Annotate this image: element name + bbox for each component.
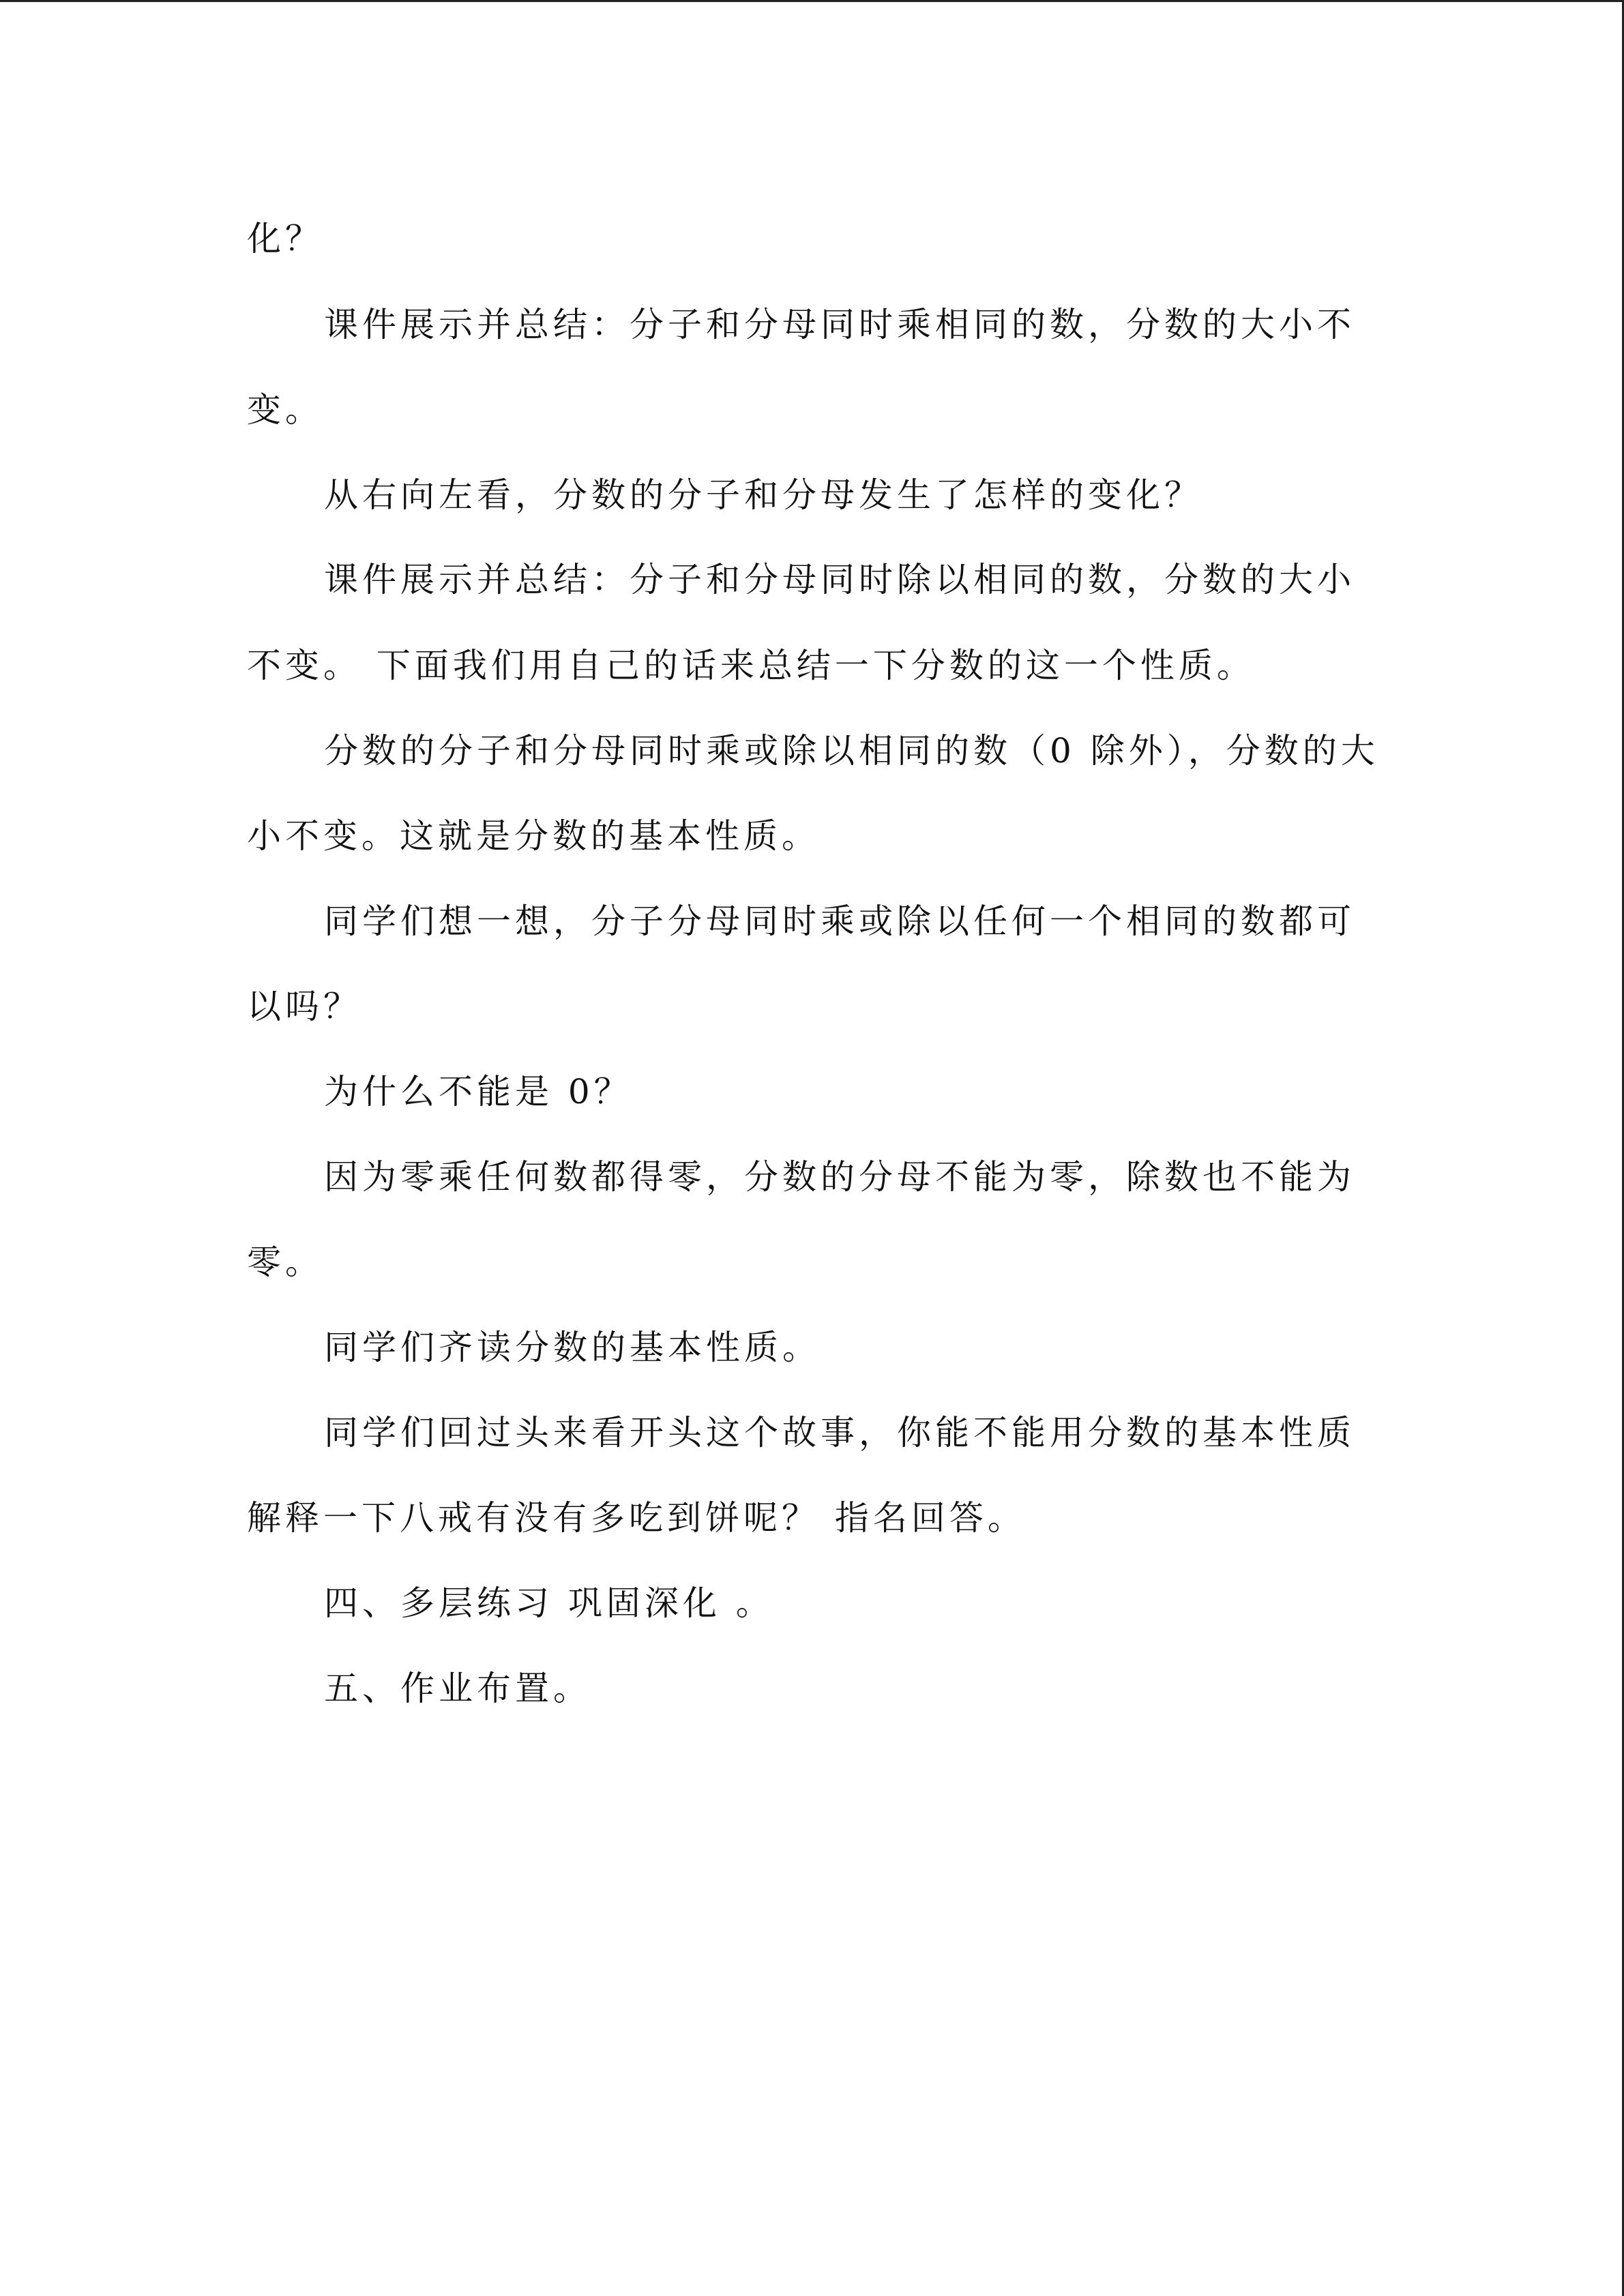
text-line: 不变。 下面我们用自己的话来总结一下分数的这一个性质。 <box>247 646 1255 685</box>
text-line: 因为零乘任何数都得零，分数的分母不能为零，除数也不能为 <box>324 1157 1355 1197</box>
text-line: 四、多层练习 巩固深化 。 <box>324 1583 774 1623</box>
text-line: 分数的分子和分母同时乘或除以相同的数（0 除外），分数的大 <box>324 731 1379 771</box>
text-line: 课件展示并总结：分子和分母同时除以相同的数，分数的大小 <box>324 560 1355 599</box>
text-line: 以吗？ <box>247 987 361 1026</box>
text-line: 五、作业布置。 <box>324 1669 591 1708</box>
text-line: 同学们齐读分数的基本性质。 <box>324 1328 821 1367</box>
text-line: 解释一下八戒有没有多吃到饼呢？ 指名回答。 <box>247 1498 1026 1538</box>
text-line: 小不变。这就是分数的基本性质。 <box>247 816 820 856</box>
document-page <box>247 0 1379 2296</box>
text-line: 为什么不能是 0？ <box>324 1072 632 1112</box>
text-line: 课件展示并总结：分子和分母同时乘相同的数，分数的大小不 <box>324 305 1355 344</box>
text-line: 零。 <box>247 1242 323 1282</box>
text-line: 从右向左看，分数的分子和分母发生了怎样的变化？ <box>324 475 1202 515</box>
text-line: 同学们想一想，分子分母同时乘或除以任何一个相同的数都可 <box>324 901 1355 941</box>
text-line: 变。 <box>247 390 323 430</box>
text-line: 同学们回过头来看开头这个故事，你能不能用分数的基本性质 <box>324 1413 1355 1452</box>
text-line: 化？ <box>247 219 323 258</box>
